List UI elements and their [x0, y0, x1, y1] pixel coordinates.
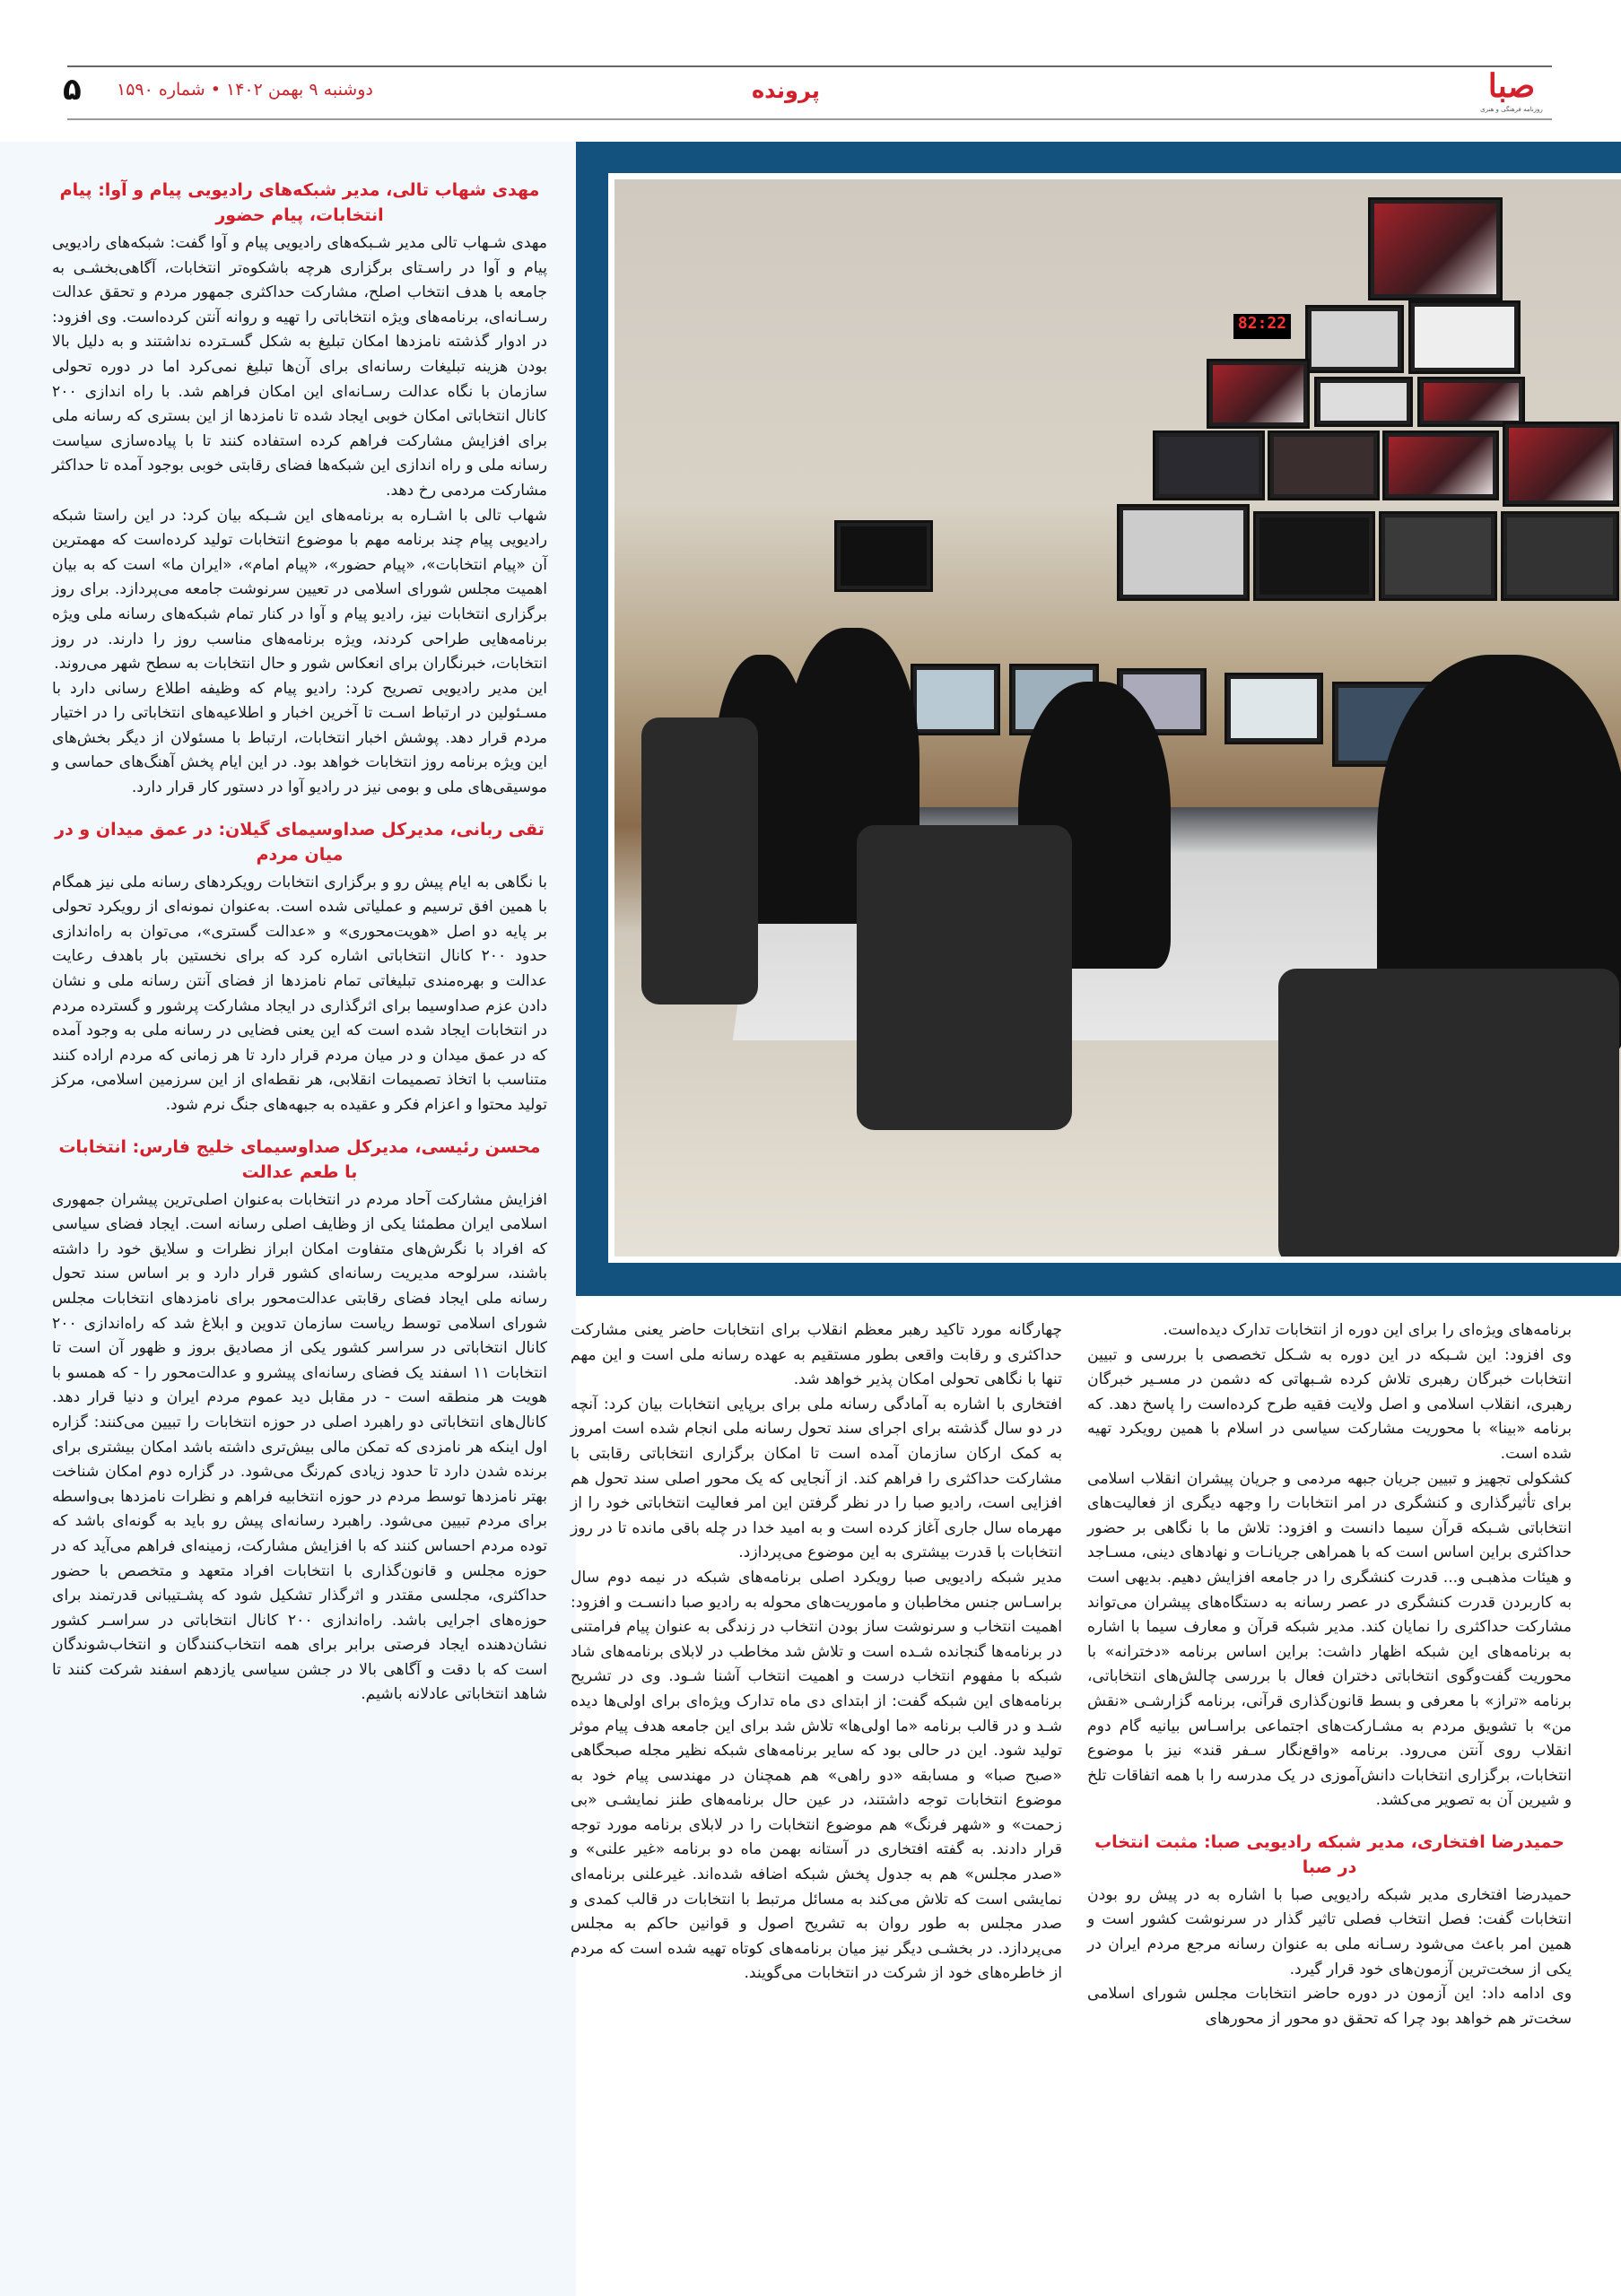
logo-subtitle: روزنامه فرهنگی و هنری [1480, 106, 1543, 113]
paragraph: افزایش مشارکت آحاد مردم در انتخابات به‌عنوان اصلی‌ترین پیشران جمهوری اسلامی ایران مطمئنا یکی از وظایف اصلی رسانه است. ایجاد فضای سیاسی که افراد با نگرش‌های متفاوت امکان ابراز نظرات و سلایق خود را داشته باشند، سرلوحه مدیریت رسانه‌ای کشور قرار دارد و بر اساس سند تحول رسانه ملی ایجاد فضای رقابتی عدالت‌محور برای نامزدهای انتخابات مجلس شورای اسلامی توسط ریاست سازمان تدوین و ابلاغ شد که راه‌اندازی ۲۰۰ کانال انتخاباتی در سراسر کشور یکی از مصادیق بروز و ظهور آن است تا انتخابات ۱۱ اسفند یک فضای رسانه‌ای پیشرو و عدالت‌محور را - که همسو با هویت هر منطقه است - در مقابل دید عموم مردم ایران و دنیا قرار دهد. کانال‌های انتخاباتی دو راهبرد اصلی در حوزه انتخابات را تبیین می‌کنند: گزاره اول اینکه هر نامزدی که تمکن مالی بیش‌تری داشته باشد امکان بیشتری برای برنده شدن دارد تا حدود زیادی کم‌رنگ می‌شود. در گزاره دوم امکان شناخت بهتر نامزدها توسط مردم در حوزه انتخابیه فراهم و نظرات نامزدها بی‌واسطه برای مردم تبیین می‌شود. راهبرد رسانه‌ای پیش رو باید به گونه‌ای باشد که توده مردم احساس کنند که با افزایش مشارکت، زمینه‌ای فراهم می‌آید که در حوزه مجلس و قانون‌گذاری با انتخابات افراد متعهد و متخصص با حضور حداکثری، مجلسی مقتدر و اثرگذار تشکیل شود که پشـتیبانی قدرتمند برای حوزه‌های اجرایی باشد. راه‌اندازی ۲۰۰ کانال انتخاباتی در سراسـر کشور نشان‌دهنده ایجاد فرصتی برابر برای همه انتخاب‌کنندگان و انتخاب‌شوندگان است که با دقت و آگاهی بالا در جشن سیاسی یازدهم اسفند شرکت کنند تا شاهد انتخاباتی عادلانه باشیم. [52, 1190, 548, 1704]
header-rule [67, 118, 1552, 120]
middle-column [571, 1318, 1062, 1987]
heading: محسن رئیسی، مدیرکل صداوسیمای خلیج فارس: انتخابات با طعم عدالت [58, 1136, 541, 1182]
paragraph: کشکولی تجهیز و تبیین جریان جبهه مردمی و جریان پیشران انقلاب اسلامی برای تأثیرگذاری و کنشگری در امر انتخابات را وجهه دیگری از فعالیت‌های انتخاباتی شـبکه قرآن سیما دانست و افزود: تلاش ما با نگاهی بر حضور حداکثری براین اساس است که با همراهی جریانـات و نهادهای دینی، مسـاجد و هیئات مذهبـی و... قدرت کنشگری را در جامعه افزایش دهیم. بدیهی است به کاربردن قدرت کنشگری در عصر رسانه به دستگاه‌های پیشران می‌تواند مشارکت حداکثری را نمایان کند. مدیر شبکه قرآن و معارف سیما با اشاره به برنامه‌های این شبکه اظهار داشت: براین اساس برنامه «دخترانه» با محوریت گفت‌وگوی انتخاباتی دختران فعال با بررسی چالش‌های انتخاباتی، برنامه «تراز» با معرفی و بسط قانون‌گذاری قرآنی، برنامه گزارشـی «نقش من» با تشویق مردم به مشـارکت‌های اجتماعی براسـاس بیانیه گام دوم انقلاب روی آنتن می‌رود. برنامه «واقع‌نگار سـفر قند» نیز با موضوع انتخابات، برگزاری انتخابات دانش‌آموزی در یک مدرسه را با همه اتفاقات تلخ و شیرین آن به تصویر می‌کشد. [1087, 1469, 1572, 1810]
paragraph: مدیر شبکه رادیویی صبا رویکرد اصلی برنامه‌های شبکه در نیمه دوم سال براسـاس جنس مخاطبان و ماموریت‌های محوله به رادیو صبا دانسـت و افزود: اهمیت انتخاب و سرنوشت ساز بودن انتخاب در زندگی به عنوان پیام فرامتنی در برنامه‌ها گنجانده شـده است و تلاش شد مخاطب در لابلای برنامه‌های شاد شبکه با مفهوم انتخاب درست و اهمیت انتخاب آشنا شـود. وی در تشریح برنامه‌های این شبکه گفت: از ابتدای دی ماه تدارک ویژه‌ای برای اولی‌ها دیده شـد و در قالب برنامه «ما اولی‌ها» تلاش شد برای این جامعه هدف پیام موثر تولید شود. این در حالی بود که سایر برنامه‌های شبکه نظیر مجله صبحگاهی «صبح صبا» و مسابقه «دو راهی» هم همچنان در مهندسی پیام خود به موضوع انتخابات توجه داشتند، در عین حال برنامه‌های طنز نمایشـی «بی زحمت» و «شهر فرنگ» هم موضوع انتخابات را در لابلای برنامه مورد توجه قرار دادند. به گفته افتخاری در آستانه بهمن ماه دو برنامه «غیر علنی» و «صدر مجلس» هم به جدول پخش شبکه اضافه شده‌اند. غیرعلنی برنامه‌ای نمایشی است که تلاش می‌کند به مسائل مرتبط با انتخابات در قالب کمدی و صدر مجلس به طور روان به تشریح اصول و قوانین حاکم به مجلس می‌پردازد. در بخشـی دیگر نیز میان برنامه‌های کوتاه تهیه شده است که مردم از خاطره‌های خود از شرکت در انتخابات می‌گویند. [571, 1568, 1062, 1983]
date-issue: دوشنبه ۹ بهمن ۱۴۰۲ • شماره ۱۵۹۰ [117, 80, 373, 100]
paragraph: چهارگانه مورد تاکید رهبر معظم انقلاب برای انتخابات حاضر یعنی مشارکت حداکثری و رقابت واقعی بطور مستقیم به عهده رسانه ملی است و این مهم تنها با نگاهی تحولی امکان پذیر خواهد شد. [571, 1321, 1062, 1389]
heading: تقی ربانی، مدیرکل صداوسیمای گیلان: در عمق میدان و در میان مردم [55, 819, 545, 865]
paragraph: با نگاهی به ایام پیش رو و برگزاری انتخابات رویکردهای رسانه ملی نیز همگام با همین افق ترسیم و عملیاتی شده است. به‌عنوان نمونه‌ای از رویکرد تحولی بر پایه دو اصل «هویت‌محوری» و «عدالت گستری»، می‌توان به راه‌اندازی حدود ۲۰۰ کانال انتخاباتی اشاره کرد که برای نخستین بار باهدف رعایت عدالت و بهره‌مندی تبلیغاتی تمام نامزدها از فضای آنتن رسانه ملی و نشان دادن عزم صداوسیما برای اثرگذاری در ایجاد مشارکت پرشور و گسترده مردم در انتخابات ایجاد شده است که این یعنی فضایی در رسانه ملی به وجود آمده که در عمق میدان و در میان مردم قرار دارد تا هر زمانی که مردم اراده کنند متناسب با اتخاذ تصمیمات انقلابی، هر نقطه‌ای از این سرزمین اسلامی، مرکز تولید محتوا و اعزام فکر و عقیده به جبهه‌های جنگ نرم شود. [52, 873, 547, 1114]
paragraph: برنامه‌های ویژه‌ای را برای این دوره از انتخابات تدارک دیده‌است. [1163, 1321, 1572, 1339]
paragraph: افتخاری با اشاره به آمادگی رسانه ملی برای برپایی انتخابات بیان کرد: آنچه در دو سال گذشته برای اجرای سند تحول رسانه ملی انجام شده است امروز به کمک ارکان سازمان آمده است تا امکان برگزاری انتخاباتی رقابتی با مشارکت حداکثری را فراهم کند. از آنجایی که یک محور اصلی سند تحول هم افزایی است، رادیو صبا را در نظر گرفتن این امر فعالیت انتخاباتی خود را از مهرماه سال جاری آغاز کرده است و به امید خدا در چله باقی مانده تا در روز انتخابات با قدرت بیشتری به این موضوع می‌پردازد. [571, 1395, 1062, 1562]
paragraph: شهاب تالی با اشـاره به برنامه‌های این شـبکه بیان کرد: در این راستا شبکه رادیویی پیام چند برنامه مهم با موضوع انتخابات تولید کرده‌است که مهمترین آن «پیام انتخابات»، «پیام حضور»، «پیام امام»، «ایران ما» است که به بیان اهمیت مجلس شورای اسلامی در تعیین سرنوشت جامعه می‌پردازد. برای روز برگزاری انتخابات نیز، رادیو پیام و آوا در کنار تمام شبکه‌های رسانه ملی ویژه برنامه‌هایی طراحی کردند، ویژه برنامه‌های مناسب روز را دارند. در روز انتخابات، خبرنگاران برای انعکاس شور و حال انتخابات به سطح شهر می‌روند. [52, 506, 547, 674]
studio-clock: 82:22 [1233, 314, 1291, 339]
logo-text: صبا [1487, 67, 1536, 105]
paragraph: حمیدرضا افتخاری مدیر شبکه رادیویی صبا با اشاره به در پیش رو بودن انتخابات گفت: فصل انتخاب فصلی تاثیر گذار در سرنوشت کشور است و همین امر باعث می‌شود رسـانه ملی به عنوان رسانه مرجع مردم ایران در یکی از سخت‌ترین آزمون‌های خود قرار گیرد. [1087, 1885, 1572, 1979]
left-column [52, 178, 547, 1708]
paragraph: وی افزود: این شـبکه در این دوره به شـکل تخصصی با بررسی و تبیین انتخابات خبرگان رهبری تلاش کرده شـبهاتی که دشمن در مسـیر خبرگان رهبری، انقلاب اسلامی و اصل ولایت فقیه طرح کرده‌است را پاسخ دهد. که برنامه «بینا» با محوریت مشارکت سیاسی در اسلام با همین رویکرد تهیه شده است. [1087, 1345, 1572, 1463]
right-column [1087, 1318, 1572, 2031]
control-room-photo [608, 173, 1621, 1263]
paragraph: مهدی شـهاب تالی مدیر شـبکه‌های رادیویی پیام و آوا گفت: شبکه‌های رادیویی پیام و آوا در راسـتای برگزاری هرچه باشکوه‌تر انتخابات، آگاهی‌بخشـی به جامعه با هدف انتخاب اصلح، مشارکت حداکثری جمهور مردم و تحقق عدالت رسـانه‌ای، برنامه‌های ویژه انتخاباتی را تهیه و روانه آنتن کرده‌است. وی افزود: در ادوار گذشته نامزدها امکان تبلیغ به شکل گسـترده نداشتند و به دلیل بالا بودن هزینه تبلیغات رسانه‌ای برای آن‌ها تبلیغ نمی‌کرد اما در دوره تحولی سازمان با نگاه عدالت رسـانه‌ای این امکان فراهم شد. با راه اندازی ۲۰۰ کانال انتخاباتی امکان خوبی ایجاد شده تا نامزدها از این بستری که رسانه ملی برای افزایش مشارکت فراهم کرده استفاده کنند تا با پیاده‌سازی سیاست رسانه ملی و راه اندازی این شبکه‌ها فضای رقابتی خوبی بوجود آمده تا حداکثر مشارکت مردمی رخ دهد. [52, 234, 547, 500]
paragraph: این مدیر رادیویی تصریح کرد: رادیو پیام که وظیفه اطلاع رسانی دارد با مسـئولین در ارتباط اسـت تا آخرین اخبار و اطلاعیه‌های انتخاباتی را در اختیار مردم قرار دهد. پوشش اخبار انتخابات، ارتباط با مسئولان از دیگر بخش‌های این ویژه برنامه روز انتخابات خواهد بود. در این ایام پخش آهنگ‌های حماسی و موسیقی‌های ملی و بومی نیز در رادیو آوا در دستور کار قرار دارد. [52, 679, 547, 797]
section-title: پرونده [752, 78, 820, 103]
page-number: ۵ [63, 72, 82, 108]
top-rule [67, 65, 1552, 67]
newspaper-logo [1471, 68, 1552, 114]
heading: مهدی شهاب تالی، مدیر شبکه‌های رادیویی پیام و آوا: پیام انتخابات، پیام حضور [59, 180, 540, 225]
paragraph: وی ادامه داد: این آزمون در دوره حاضر انتخابات مجلس شورای اسلامی سخت‌تر هم خواهد بود چرا که تحقق دو محور از محورهای [1087, 1985, 1572, 2028]
heading: حمیدرضا افتخاری، مدیر شبکه رادیویی صبا: مثبت انتخاب در صبا [1094, 1831, 1564, 1877]
